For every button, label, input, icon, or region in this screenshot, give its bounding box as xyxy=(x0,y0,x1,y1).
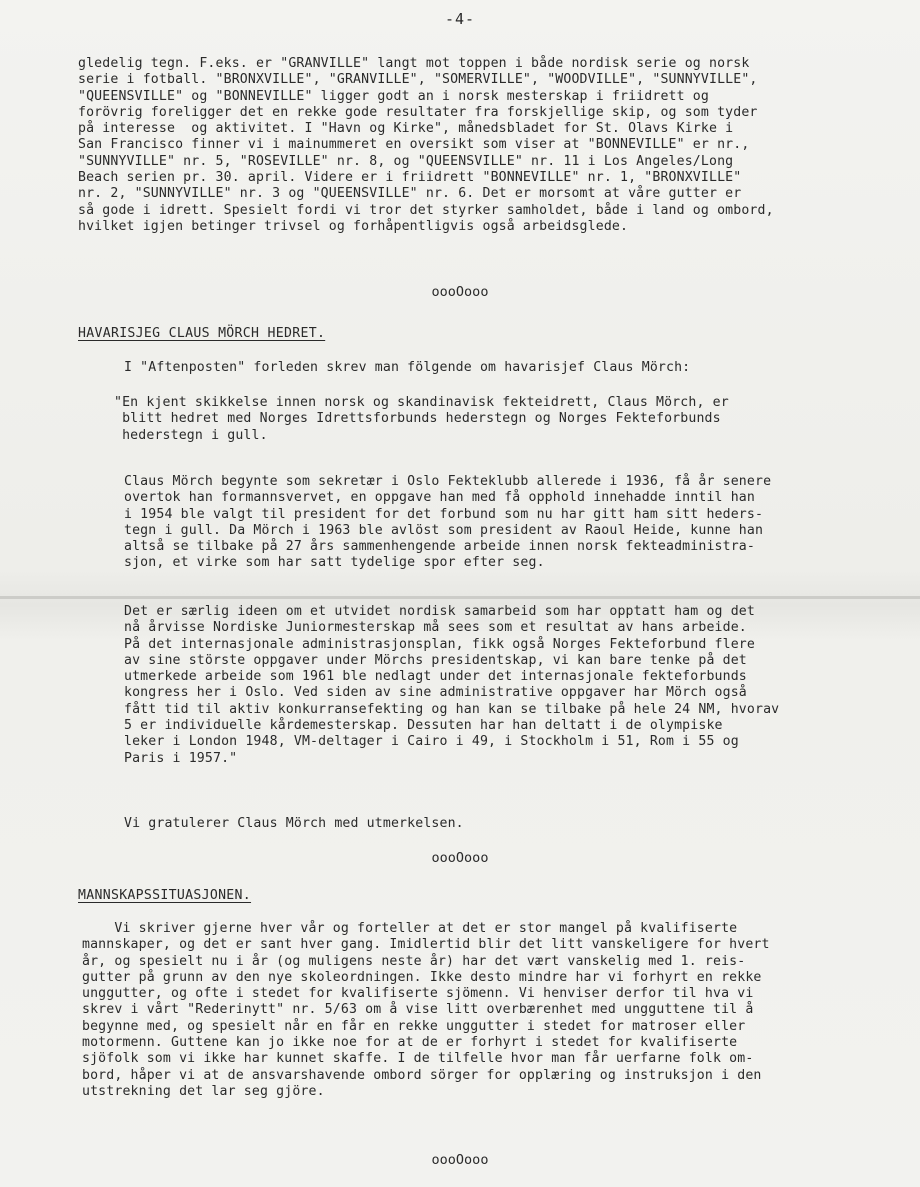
text-line: år, og spesielt nu i år (og muligens neste år) har det vært vanskelig med 1. reis- xyxy=(82,953,746,969)
text-line: sjöfolk som vi ikke har kunnet skaffe. I de tilfelle hvor man får uerfarne folk om- xyxy=(82,1051,754,1067)
text-line: "En kjent skikkelse innen norsk og skandinavisk fekteidrett, Claus Mörch, er xyxy=(114,395,729,410)
text-line: på interesse og aktivitet. I "Havn og Kirke", månedsbladet for St. Olavs Kirke i xyxy=(78,121,734,137)
intro-paragraph xyxy=(78,56,774,235)
text-line: utmerkede arbeide som 1961 ble nedlagt under det internasjonale fekteforbunds xyxy=(124,669,747,685)
text-line: serie i fotball. "BRONXVILLE", "GRANVILLE", "SOMERVILLE", "WOODVILLE", "SUNNYVILLE", xyxy=(78,72,758,88)
text-line: av sine störste oppgaver under Mörchs presidentskap, vi kan bare tenke på det xyxy=(124,652,747,668)
text-line: unggutter, og ofte i stedet for kvalifiserte sjömenn. Vi henviser derfor til hva vi xyxy=(82,986,754,1002)
text-line: Beach serien pr. 30. april. Videre er i friidrett "BONNEVILLE" nr. 1, "BRONXVILLE" xyxy=(78,170,742,186)
text-line: skrev i vårt "Rederinytt" nr. 5/63 om å vise litt overbærenhet med ungguttene til å xyxy=(82,1002,754,1018)
text-line: begynne med, og spesielt når en får en rekke unggutter i stedet for matroser eller xyxy=(82,1018,746,1034)
text-line: overtok han formannsvervet, en oppgave han med få opphold innehadde inntil han xyxy=(124,490,755,506)
text-line: Vi gratulerer Claus Mörch med utmerkelsen. xyxy=(124,816,464,831)
text-line: I "Aftenposten" forleden skrev man fölgende om havarisjef Claus Mörch: xyxy=(124,360,691,375)
text-line: mannskaper, og det er sant hver gang. Imidlertid blir det litt vanskeligere for hvert xyxy=(82,937,770,953)
section-heading: MANNSKAPSSITUASJONEN. xyxy=(78,888,252,903)
text-line: leker i London 1948, VM-deltager i Cairo i 49, i Stockholm i 51, Rom i 55 og xyxy=(124,734,739,750)
section-lead xyxy=(124,360,690,376)
quote-paragraph xyxy=(124,604,779,767)
text-line: forövrig foreligger det en rekke gode resultater fra forskjellige skip, og som tyder xyxy=(78,104,758,120)
body-paragraph xyxy=(82,921,770,1100)
text-line: San Francisco finner vi i mainummeret en oversikt som viser at "BONNEVILLE" er nr., xyxy=(78,137,750,153)
text-line: "SUNNYVILLE" nr. 5, "ROSEVILLE" nr. 8, og "QUEENSVILLE" nr. 11 i Los Angeles/Long xyxy=(78,153,734,169)
text-line: Claus Mörch begynte som sekretær i Oslo Fekteklubb allerede i 1936, få år senere xyxy=(124,474,772,489)
text-line: i 1954 ble valgt til president for det forbund som nu har gitt ham sitt heders- xyxy=(124,506,764,522)
text-line: fått tid til aktiv konkurransefekting og han kan se tilbake på hele 24 NM, hvorav xyxy=(124,701,780,717)
text-line: tegn i gull. Da Mörch i 1963 ble avlöst som president av Raoul Heide, kunne han xyxy=(124,522,764,538)
text-line: bord, håper vi at de ansvarshavende ombord sörger for opplæring og instruksjon i den xyxy=(82,1067,762,1083)
section-heading: HAVARISJEG CLAUS MÖRCH HEDRET. xyxy=(78,326,326,341)
text-line: altså se tilbake på 27 års sammenhengende arbeide innen norsk fekteadministra- xyxy=(124,539,755,555)
text-line: hvilket igjen betinger trivsel og forhåpentligvis også arbeidsglede. xyxy=(78,218,629,234)
text-line: motormenn. Guttene kan jo ikke noe for at de er forhyrt i stedet for kvalifiserte xyxy=(82,1035,738,1051)
text-line: blitt hedret med Norges Idrettsforbunds hederstegn og Norges Fekteforbunds xyxy=(114,411,721,427)
text-line: Det er særlig ideen om et utvidet nordisk samarbeid som har opptatt ham og det xyxy=(124,604,755,619)
text-line: "QUEENSVILLE" og "BONNEVILLE" ligger godt an i norsk mesterskap i friidrett og xyxy=(78,88,709,104)
paper-fold-line xyxy=(0,596,920,599)
section-separator: oooOooo xyxy=(431,284,489,300)
quote-paragraph xyxy=(114,395,729,444)
text-line: Vi skriver gjerne hver vår og forteller at det er stor mangel på kvalifiserte xyxy=(82,921,738,936)
section-separator: oooOooo xyxy=(431,1152,489,1168)
text-line: På det internasjonale administrasjonsplan, fikk også Norges Fekteforbund flere xyxy=(124,636,755,652)
text-line: gutter på grunn av den nye skoleordningen. Ikke desto mindre har vi forhyrt en rekke xyxy=(82,969,762,985)
text-line: Paris i 1957." xyxy=(124,750,238,766)
text-line: 5 er individuelle kårdemesterskap. Dessuten har han deltatt i de olympiske xyxy=(124,718,723,734)
text-line: sjon, et virke som har satt tydelige spor efter seg. xyxy=(124,555,545,571)
text-line: kongress her i Oslo. Ved siden av sine administrative oppgaver har Mörch også xyxy=(124,685,747,701)
page-number: -4- xyxy=(444,10,476,28)
text-line: gledelig tegn. F.eks. er "GRANVILLE" langt mot toppen i både nordisk serie og norsk xyxy=(78,56,750,71)
text-line: nr. 2, "SUNNYVILLE" nr. 3 og "QUEENSVILLE" nr. 6. Det er morsomt at våre gutter er xyxy=(78,186,742,202)
text-line: så gode i idrett. Spesielt fordi vi tror det styrker samholdet, både i land og ombord, xyxy=(78,202,774,218)
text-line: hederstegn i gull. xyxy=(114,427,268,443)
text-line: nå årvisse Nordiske Juniormesterskap må sees som et resultat av hans arbeide. xyxy=(124,620,747,636)
quote-paragraph xyxy=(124,474,771,572)
section-separator: oooOooo xyxy=(431,850,489,866)
section-closing xyxy=(124,816,464,832)
text-line: utstrekning det lar seg gjöre. xyxy=(82,1083,325,1099)
